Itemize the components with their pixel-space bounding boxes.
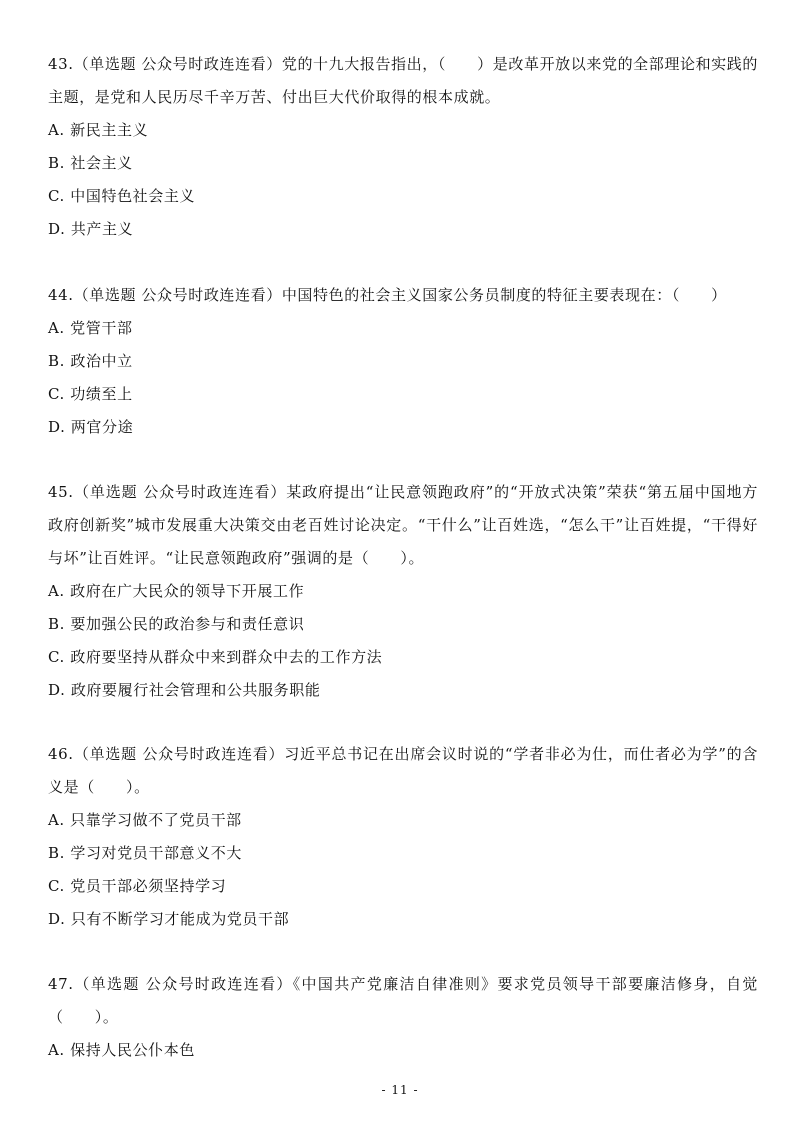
question-43: [48, 48, 758, 246]
option-c: C. 功绩至上: [48, 385, 133, 403]
option-list: [48, 804, 758, 936]
option-a: A. 保持人民公仆本色: [48, 1041, 195, 1059]
question-44: [48, 279, 758, 444]
option-d: D. 两官分途: [48, 418, 134, 436]
option-list: [48, 1034, 758, 1067]
option-a: A. 新民主主义: [48, 121, 149, 139]
question-stem: 43.（单选题 公众号时政连连看）党的十九大报告指出，（ ）是改革开放以来党的全部理论和实践的主题，是党和人民历尽千辛万苦、付出巨大代价取得的根本成就。: [48, 55, 758, 106]
option-a: A. 政府在广大民众的领导下开展工作: [48, 582, 305, 600]
option-list: [48, 575, 758, 707]
option-a: A. 只靠学习做不了党员干部: [48, 811, 242, 829]
page-number: - 11 -: [381, 1083, 419, 1097]
option-b: B. 学习对党员干部意义不大: [48, 844, 242, 862]
option-d: D. 只有不断学习才能成为党员干部: [48, 910, 290, 928]
option-d: D. 共产主义: [48, 220, 134, 238]
option-b: B. 政治中立: [48, 352, 133, 370]
option-c: C. 中国特色社会主义: [48, 187, 196, 205]
question-45: [48, 476, 758, 707]
option-b: B. 社会主义: [48, 154, 133, 172]
question-stem: 47.（单选题 公众号时政连连看）《中国共产党廉洁自律准则》要求党员领导干部要廉洁修身，自觉（ ）。: [48, 975, 758, 1026]
option-b: B. 要加强公民的政治参与和责任意识: [48, 615, 305, 633]
option-d: D. 政府要履行社会管理和公共服务职能: [48, 681, 321, 699]
option-c: C. 政府要坚持从群众中来到群众中去的工作方法: [48, 648, 383, 666]
question-46: [48, 738, 758, 936]
question-stem: 45.（单选题 公众号时政连连看）某政府提出“让民意领跑政府”的“开放式决策”荣获“第五届中国地方政府创新奖”城市发展重大决策交由老百姓讨论决定。“干什么”让百姓选，“怎么干”让百姓提，“干得好与坏”让百姓评。“让民意领跑政府”强调的是（ ）。: [48, 483, 758, 567]
option-a: A. 党管干部: [48, 319, 133, 337]
option-list: [48, 114, 758, 246]
question-stem: 44.（单选题 公众号时政连连看）中国特色的社会主义国家公务员制度的特征主要表现在：（ ）: [48, 286, 727, 304]
question-47: [48, 968, 758, 1067]
option-list: [48, 312, 758, 444]
question-stem: 46.（单选题 公众号时政连连看）习近平总书记在出席会议时说的“学者非必为仕，而仕者必为学”的含义是（ ）。: [48, 745, 758, 796]
option-c: C. 党员干部必须坚持学习: [48, 877, 227, 895]
